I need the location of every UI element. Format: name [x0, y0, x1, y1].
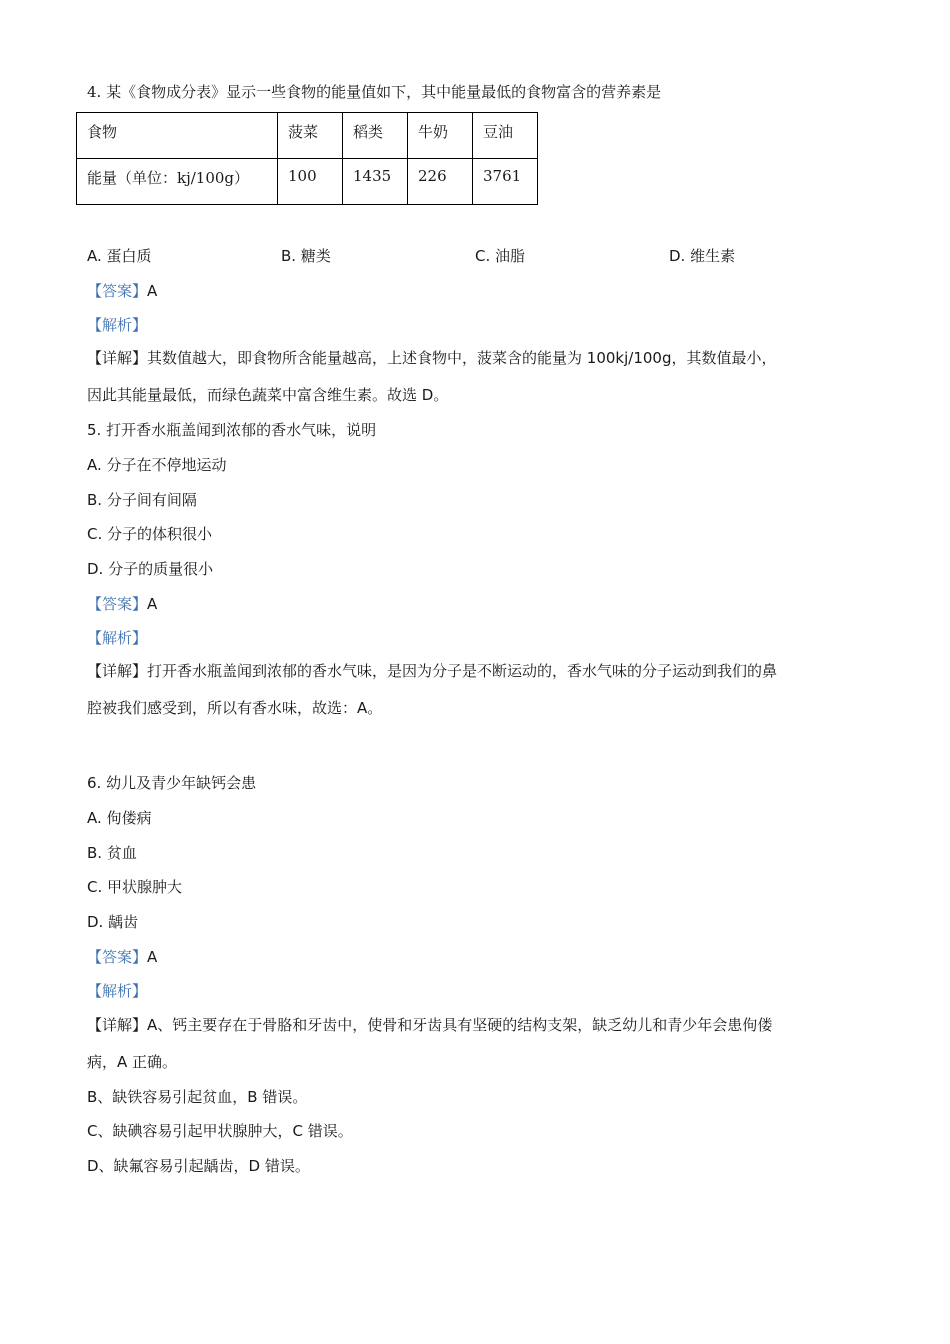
detail-text: A、钙主要存在于骨胳和牙齿中，使骨和牙齿具有坚硬的结构支架，缺乏幼儿和青少年会患佝偻: [147, 1016, 773, 1034]
q5-detail-line-2: 腔被我们感受到，所以有香水味，故选：A。: [87, 699, 383, 717]
q5-option-d: D. 分子的质量很小: [87, 560, 214, 578]
q6-detail-line-3: B、缺铁容易引起贫血，B 错误。: [87, 1088, 308, 1106]
q5-option-a: A. 分子在不停地运动: [87, 456, 227, 474]
q4-stem: 4. 某《食物成分表》显示一些食物的能量值如下，其中能量最低的食物富含的营养素是: [87, 83, 662, 101]
q6-analysis-tag: 【解析】: [87, 982, 148, 1000]
q6-answer: [87, 947, 157, 967]
q6-detail-line-1: [87, 1015, 772, 1035]
q4-option-c: C. 油脂: [475, 247, 526, 265]
detail-tag: 【详解】: [87, 1016, 148, 1034]
answer-value: A: [147, 948, 158, 966]
table-row: [77, 113, 538, 159]
answer-tag: 【答案】: [87, 948, 148, 966]
table-cell: 226: [408, 159, 473, 205]
table-cell: 1435: [343, 159, 408, 205]
table-row: [77, 159, 538, 205]
table-cell: 菠菜: [278, 113, 343, 159]
q5-answer: [87, 594, 157, 614]
q4-option-d: D. 维生素: [669, 247, 736, 265]
q4-detail-line-1: [87, 348, 776, 368]
q5-detail-line-1: [87, 661, 777, 681]
q4-detail-line-2: 因此其能量最低，而绿色蔬菜中富含维生素。故选 D。: [87, 386, 449, 404]
q6-detail-line-2: 病，A 正确。: [87, 1053, 178, 1071]
q4-analysis-tag: 【解析】: [87, 316, 148, 334]
answer-tag: 【答案】: [87, 282, 148, 300]
q5-analysis-tag: 【解析】: [87, 629, 148, 647]
table-cell: 稻类: [343, 113, 408, 159]
answer-tag: 【答案】: [87, 595, 148, 613]
detail-text: 其数值越大，即食物所含能量越高，上述食物中，菠菜含的能量为 100kj/100g，其数值最小，: [147, 349, 777, 367]
q4-option-b: B. 糖类: [281, 247, 331, 265]
q5-option-b: B. 分子间有间隔: [87, 491, 197, 509]
table-cell: 食物: [77, 113, 278, 159]
table-cell: 豆油: [473, 113, 538, 159]
table-cell: 能量（单位：kj/100g）: [77, 159, 278, 205]
detail-tag: 【详解】: [87, 662, 148, 680]
q6-option-d: D. 龋齿: [87, 913, 139, 931]
answer-value: A: [147, 282, 158, 300]
q5-stem: 5. 打开香水瓶盖闻到浓郁的香水气味，说明: [87, 421, 377, 439]
table-cell: 牛奶: [408, 113, 473, 159]
table-cell: 100: [278, 159, 343, 205]
q6-stem: 6. 幼儿及青少年缺钙会患: [87, 774, 257, 792]
answer-value: A: [147, 595, 158, 613]
q6-option-c: C. 甲状腺肿大: [87, 878, 183, 896]
detail-text: 打开香水瓶盖闻到浓郁的香水气味，是因为分子是不断运动的，香水气味的分子运动到我们的鼻: [147, 662, 778, 680]
q6-detail-line-4: C、缺碘容易引起甲状腺肿大，C 错误。: [87, 1122, 353, 1140]
table-cell: 3761: [473, 159, 538, 205]
food-energy-table: [76, 112, 538, 205]
q4-option-a: A. 蛋白质: [87, 247, 152, 265]
q6-option-a: A. 佝偻病: [87, 809, 152, 827]
q5-option-c: C. 分子的体积很小: [87, 525, 213, 543]
q6-detail-line-5: D、缺氟容易引起龋齿，D 错误。: [87, 1157, 310, 1175]
q6-option-b: B. 贫血: [87, 844, 137, 862]
detail-tag: 【详解】: [87, 349, 148, 367]
q4-answer: [87, 281, 157, 301]
